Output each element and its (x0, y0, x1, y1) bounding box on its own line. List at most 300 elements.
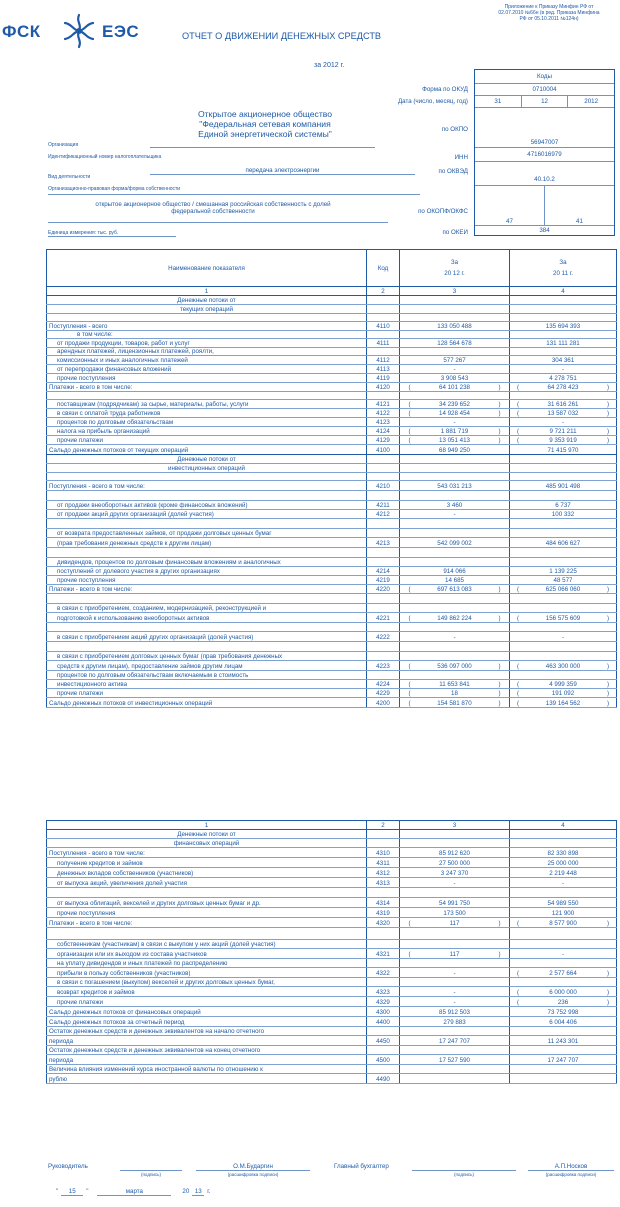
value-text: 485 901 498 (545, 483, 581, 490)
indicator-code: 4321 (367, 949, 400, 959)
value-text: 85 912 620 (439, 850, 470, 857)
value-cell (400, 491, 510, 501)
value-wrap (402, 502, 507, 509)
paren-open: ( (516, 999, 519, 1006)
value-wrap (402, 540, 507, 547)
indicator-code: 4200 (367, 698, 400, 708)
indicator-name: Денежные потоки от (47, 455, 367, 464)
indicator-code (367, 296, 400, 305)
value-cell (510, 464, 617, 473)
value-cell (510, 491, 617, 501)
value-text: 8 577 900 (549, 920, 577, 927)
okfs-value: 41 (576, 218, 583, 225)
value-cell (510, 1007, 617, 1017)
chief-signature-line (412, 1170, 516, 1171)
value-cell (510, 558, 617, 567)
inn-field-label: Идентификационный номер налогоплательщика (48, 154, 162, 160)
paren-open: ( (516, 428, 519, 435)
value-cell (510, 501, 617, 510)
value-cell (510, 661, 617, 671)
value-text: 3 908 543 (440, 375, 469, 382)
paren-open: ( (516, 690, 519, 697)
table-row (47, 519, 617, 529)
value-cell (400, 409, 510, 418)
value-cell (400, 968, 510, 978)
table-row (47, 959, 617, 968)
value-wrap (512, 568, 614, 575)
column-number: 1 (47, 287, 367, 296)
indicator-code (367, 529, 400, 538)
indicator-code (367, 558, 400, 567)
value-text: 279 883 (443, 1019, 466, 1026)
table-row (47, 1055, 617, 1065)
table-row (47, 868, 617, 878)
table-row (47, 365, 617, 374)
date-row (475, 96, 614, 108)
table-row (47, 400, 617, 409)
paren-close: ) (607, 700, 610, 707)
indicator-name: от продажи продукции, товаров, работ и услуг (47, 339, 367, 348)
indicator-code: 4100 (367, 445, 400, 455)
value-text: 25 000 000 (547, 860, 579, 867)
table-row (47, 1027, 617, 1036)
indicator-code (367, 519, 400, 529)
table-row (47, 848, 617, 858)
value-cell (400, 680, 510, 689)
indicator-name (47, 642, 367, 652)
indicator-code: 4124 (367, 427, 400, 436)
value-text: 34 239 652 (439, 401, 470, 408)
value-wrap (512, 860, 614, 867)
table-row (47, 632, 617, 642)
paren-close: ) (498, 681, 501, 688)
indicator-name: Поступления - всего в том числе: (47, 848, 367, 858)
value-text: 577 267 (443, 357, 466, 364)
value-wrap (402, 681, 507, 688)
indicator-code: 4122 (367, 409, 400, 418)
value-cell (510, 908, 617, 918)
table-row (47, 529, 617, 538)
indicator-name (47, 314, 367, 322)
paren-open: ( (408, 663, 411, 670)
column-number: 3 (400, 287, 510, 296)
value-wrap (512, 900, 614, 907)
value-wrap (402, 323, 507, 330)
paren-open: ( (516, 970, 519, 977)
table-row (47, 1007, 617, 1017)
value-cell (400, 585, 510, 594)
table-row (47, 473, 617, 481)
value-cell (400, 519, 510, 529)
indicator-name (47, 491, 367, 501)
value-wrap (402, 428, 507, 435)
indicator-name: Поступления - всего (47, 322, 367, 331)
value-cell (400, 392, 510, 400)
table-row (47, 968, 617, 978)
sign-day: 15 (61, 1188, 83, 1196)
inn-value: 4716016979 (475, 148, 614, 162)
value-cell (400, 987, 510, 997)
value-cell (400, 331, 510, 339)
indicator-code (367, 959, 400, 968)
column-number: 4 (510, 287, 617, 296)
indicator-code: 4220 (367, 585, 400, 594)
value-wrap (402, 880, 507, 887)
indicator-name: Денежные потоки от (47, 830, 367, 839)
opf-value (48, 201, 378, 215)
paren-close: ) (607, 999, 610, 1006)
value-text: 13 587 032 (547, 410, 579, 417)
table-row (47, 928, 617, 940)
value-wrap (512, 951, 614, 958)
paren-close: ) (607, 663, 610, 670)
value-text: 173 500 (443, 910, 466, 917)
value-cell (510, 1065, 617, 1074)
value-wrap (402, 447, 507, 454)
paren-open: ( (408, 410, 411, 417)
value-text: 2 219 448 (549, 870, 577, 877)
indicator-code (367, 928, 400, 940)
table-row (47, 878, 617, 888)
value-cell (400, 400, 510, 409)
value-cell (400, 445, 510, 455)
value-cell (510, 623, 617, 632)
value-cell (510, 365, 617, 374)
value-cell (510, 1036, 617, 1046)
value-cell (400, 1046, 510, 1055)
value-wrap (512, 989, 614, 996)
value-wrap (402, 970, 507, 977)
value-cell (510, 585, 617, 594)
value-cell (400, 464, 510, 473)
value-cell (510, 613, 617, 623)
value-cell (400, 698, 510, 708)
value-wrap (402, 690, 507, 697)
value-text: 14 928 454 (439, 410, 470, 417)
cashflow-table-operating-investing (46, 249, 617, 708)
header-col3-year: 20 12 г. (444, 270, 465, 277)
chief-sign-hint: (подпись) (453, 1172, 474, 1177)
value-cell (510, 409, 617, 418)
value-wrap (402, 366, 507, 373)
value-text: - (453, 880, 456, 887)
value-text: 2 577 664 (549, 970, 577, 977)
value-cell (510, 348, 617, 356)
org-name-line: Открытое акционерное общество (197, 109, 333, 119)
indicator-name (47, 888, 367, 898)
table-row (47, 671, 617, 680)
value-text: 64 278 423 (547, 384, 579, 391)
value-wrap (402, 1019, 507, 1026)
table-row (47, 331, 617, 339)
table-row (47, 339, 617, 348)
indicator-name: прибыли в пользу собственников (участников) (47, 968, 367, 978)
indicator-name: Платежи - всего в том числе: (47, 585, 367, 594)
value-wrap (402, 410, 507, 417)
sign-year-prefix: 20 (182, 1188, 190, 1195)
indicator-code (367, 548, 400, 558)
table-row (47, 940, 617, 949)
indicator-name: от продажи внеоборотных активов (кроме финансовых вложений) (47, 501, 367, 510)
okopf-label: по ОКОПФ/ОКФС (418, 208, 468, 215)
value-cell (510, 858, 617, 868)
value-cell (400, 1036, 510, 1046)
value-cell (510, 888, 617, 898)
table-row (47, 918, 617, 928)
paren-close: ) (607, 970, 610, 977)
value-cell (510, 473, 617, 481)
value-cell (510, 548, 617, 558)
value-cell (510, 400, 617, 409)
date-day: 31 (475, 96, 522, 107)
sign-year: 13 (192, 1188, 204, 1196)
indicator-name: финансовых операций (47, 839, 367, 848)
value-wrap (512, 483, 614, 490)
value-cell (400, 878, 510, 888)
table-row (47, 356, 617, 365)
table-row (47, 567, 617, 576)
value-cell (510, 1055, 617, 1065)
value-wrap (512, 999, 614, 1006)
value-cell (400, 848, 510, 858)
value-cell (510, 978, 617, 987)
value-text: 542 099 002 (437, 540, 472, 547)
value-wrap (512, 880, 614, 887)
value-cell (510, 968, 617, 978)
indicator-code: 4323 (367, 987, 400, 997)
value-text: 128 564 678 (437, 340, 472, 347)
value-text: 304 361 (551, 357, 575, 364)
value-cell (400, 940, 510, 949)
value-cell (400, 1065, 510, 1074)
indicator-code: 4311 (367, 858, 400, 868)
value-cell (510, 427, 617, 436)
column-number: 1 (47, 821, 367, 830)
value-wrap (402, 375, 507, 382)
value-cell (400, 558, 510, 567)
value-text: 64 101 238 (439, 384, 470, 391)
indicator-name: поступлений от долевого участия в других организациях (47, 567, 367, 576)
table-row (47, 888, 617, 898)
value-text: 13 051 413 (439, 437, 470, 444)
value-cell (400, 436, 510, 445)
date-label: Дата (число, месяц, год) (397, 98, 468, 105)
paren-close: ) (498, 951, 501, 958)
opf-label: Организационно-правовая форма/форма собственности (48, 186, 181, 192)
table-row (47, 501, 617, 510)
value-cell (510, 652, 617, 661)
indicator-name: рублю (47, 1074, 367, 1084)
table-row (47, 997, 617, 1007)
value-wrap (512, 663, 614, 670)
activity-value: передача электроэнергии (150, 167, 415, 175)
value-wrap (402, 870, 507, 877)
value-cell (400, 365, 510, 374)
value-wrap (512, 366, 614, 373)
value-wrap (402, 511, 507, 518)
paren-open: ( (516, 615, 519, 622)
paren-open: ( (516, 681, 519, 688)
indicator-code: 4112 (367, 356, 400, 365)
value-cell (510, 878, 617, 888)
table-row (47, 1074, 617, 1084)
table-row (47, 689, 617, 698)
value-text: 6 737 (555, 502, 571, 509)
indicator-code: 4300 (367, 1007, 400, 1017)
paren-open: ( (408, 428, 411, 435)
value-wrap (402, 1057, 507, 1064)
value-cell (400, 314, 510, 322)
column-number: 3 (400, 821, 510, 830)
paren-close: ) (498, 690, 501, 697)
value-wrap (512, 700, 614, 707)
org-name-line: Единой энергетической системы" (198, 129, 332, 139)
appendix-note-line: РФ от 05.10.2011 №124н) (519, 16, 579, 22)
indicator-code (367, 652, 400, 661)
table-row (47, 510, 617, 519)
indicator-name: от выпуска облигаций, векселей и других долговых ценных бумаг и др. (47, 898, 367, 908)
value-text: 54 989 550 (547, 900, 579, 907)
paren-open: ( (408, 681, 411, 688)
value-wrap (402, 910, 507, 917)
value-wrap (402, 615, 507, 622)
value-cell (510, 949, 617, 959)
paren-close: ) (607, 410, 610, 417)
indicator-name: в связи с погашением (выкупом) векселей и других долговых ценных бумаг, (47, 978, 367, 987)
indicator-code: 4211 (367, 501, 400, 510)
value-cell (510, 510, 617, 519)
value-cell (400, 623, 510, 632)
report-period: за 2012 г. (314, 62, 345, 69)
head-label: Руководитель (48, 1163, 88, 1170)
indicator-name (47, 392, 367, 400)
value-wrap (512, 970, 614, 977)
indicator-code (367, 331, 400, 339)
value-wrap (512, 340, 614, 347)
value-text: - (453, 970, 456, 977)
paren-open: ( (408, 615, 411, 622)
value-cell (400, 632, 510, 642)
value-wrap (512, 577, 614, 584)
value-wrap (512, 1057, 614, 1064)
chief-decode-hint: (расшифровка подписи) (545, 1172, 597, 1177)
value-cell (510, 604, 617, 613)
table-row (47, 908, 617, 918)
value-cell (400, 671, 510, 680)
paren-open: ( (516, 989, 519, 996)
table-row (47, 348, 617, 356)
value-cell (510, 689, 617, 698)
value-cell (400, 296, 510, 305)
header-col4-top: За (559, 259, 567, 266)
indicator-name: процентов по долговым обязательствам включаемым в стоимость (47, 671, 367, 680)
indicator-name: в связи с приобретением долговых ценных бумаг (прав требования денежных (47, 652, 367, 661)
value-cell (400, 305, 510, 314)
indicator-name: возврат кредитов и займов (47, 987, 367, 997)
head-sign-hint: (подпись) (140, 1172, 161, 1177)
indicator-code (367, 464, 400, 473)
indicator-name: от продажи акций других организаций (долей участия) (47, 510, 367, 519)
value-text: - (453, 999, 456, 1006)
value-text: - (453, 419, 456, 426)
sign-year-suffix: г. (207, 1188, 211, 1195)
okved-label: по ОКВЭД (438, 168, 468, 175)
appendix-note-line: Приложение к Приказу Минфин РФ от (504, 4, 594, 10)
value-text: 156 575 609 (545, 615, 581, 622)
indicator-name: на уплату дивидендов и иных платежей по распределению (47, 959, 367, 968)
header-col4 (510, 250, 617, 287)
org-name-line: "Федеральная сетевая компания (199, 119, 331, 129)
indicator-code: 4450 (367, 1036, 400, 1046)
paren-close: ) (498, 437, 501, 444)
value-cell (510, 305, 617, 314)
table-row (47, 305, 617, 314)
head-decode-hint: (расшифровка подписи) (227, 1172, 279, 1177)
indicator-name: комиссионных и иных аналогичных платежей (47, 356, 367, 365)
value-cell (510, 959, 617, 968)
indicator-name (47, 594, 367, 604)
indicator-code: 4229 (367, 689, 400, 698)
indicator-code: 4111 (367, 339, 400, 348)
value-text: 543 031 213 (437, 483, 472, 490)
header-col3-top: За (450, 259, 459, 266)
value-cell (510, 868, 617, 878)
value-cell (400, 1017, 510, 1027)
value-wrap (512, 428, 614, 435)
value-text: - (453, 634, 456, 641)
value-text: 11 243 301 (547, 1038, 579, 1045)
logo-left-text: ФСК (2, 22, 41, 41)
value-text: 18 (451, 690, 458, 697)
value-wrap (402, 850, 507, 857)
value-text: 48 577 (553, 577, 573, 584)
value-wrap (512, 910, 614, 917)
opf-top-line (48, 194, 420, 195)
value-cell (400, 481, 510, 491)
indicator-code (367, 671, 400, 680)
indicator-name: периода (47, 1036, 367, 1046)
value-text: 149 862 224 (437, 615, 472, 622)
value-wrap (402, 483, 507, 490)
paren-open: ( (408, 586, 411, 593)
table-row (47, 661, 617, 671)
value-cell (510, 928, 617, 940)
paren-open: ( (408, 700, 411, 707)
indicator-code: 4129 (367, 436, 400, 445)
indicator-code: 4312 (367, 868, 400, 878)
table-row (47, 538, 617, 548)
value-wrap (402, 989, 507, 996)
value-text: 121 900 (551, 910, 575, 917)
indicator-name (47, 928, 367, 940)
value-text: 154 581 870 (437, 700, 472, 707)
value-wrap (512, 1019, 614, 1026)
value-wrap (512, 850, 614, 857)
value-wrap (512, 690, 614, 697)
value-cell (510, 374, 617, 383)
indicator-code: 4219 (367, 576, 400, 585)
indicator-name: Платежи - всего в том числе: (47, 383, 367, 392)
table-row (47, 830, 617, 839)
indicator-code: 4213 (367, 538, 400, 548)
value-cell (400, 427, 510, 436)
value-cell (510, 594, 617, 604)
indicator-name: прочие поступления (47, 374, 367, 383)
paren-open: ( (408, 951, 411, 958)
indicator-name: Поступления - всего в том числе: (47, 481, 367, 491)
table-row (47, 585, 617, 594)
table-row (47, 698, 617, 708)
